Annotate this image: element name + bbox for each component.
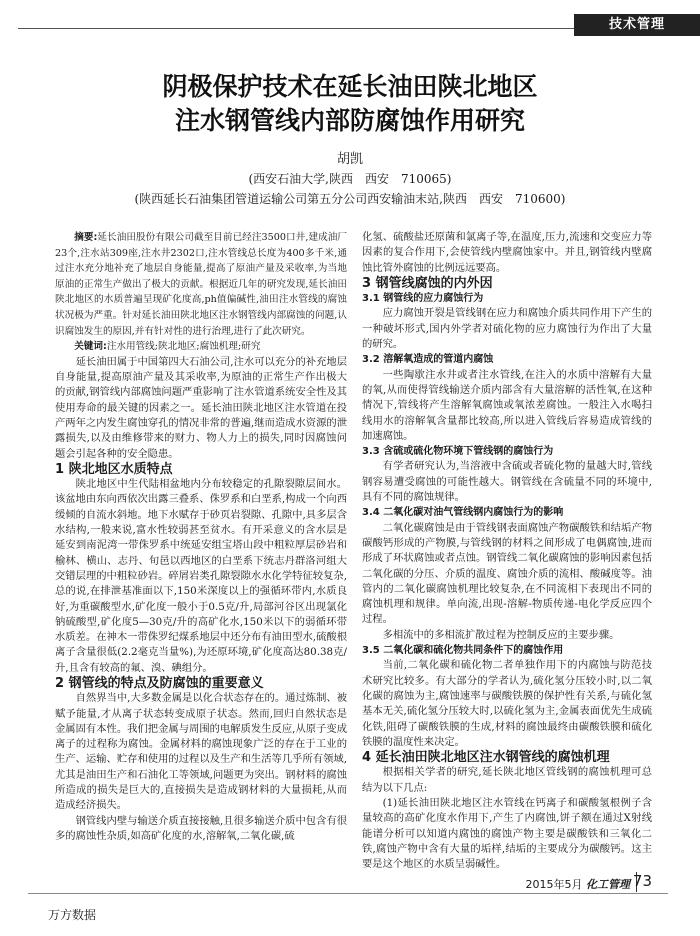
subsection-heading-3-5: 3.5 二氧化碳和硫化物共同条件下的腐蚀作用: [362, 645, 564, 657]
abstract-label: 摘要:: [74, 232, 98, 243]
left-column: [55, 230, 347, 844]
subsection-3-2-paragraph: 一些陶歇注水井或者注水管线,在注入的水质中溶解有大量的氧,从而使得管线输送介质内部含有大量溶解的活性氧,在这种情况下,管线将产生溶解氧腐蚀或氧浓差腐蚀。一般注入水喝扫线用水的溶解氧含量都比较高,所以进入管线后容易造成管线的加速腐蚀。: [362, 368, 652, 442]
section-heading-2: 2 钢管线的特点及防腐蚀的重要意义: [55, 675, 264, 691]
subsection-heading-3-1: 3.1 钢管线的应力腐蚀行为: [362, 293, 484, 305]
magazine-name: 化工管理: [586, 878, 630, 891]
subsection-3-4-paragraph-2: 多相流中的多相流扩散过程为控制反应的主要步骤。: [382, 628, 620, 641]
section-tag: 技术管理: [574, 14, 700, 36]
subsection-heading-3-2: 3.2 溶解氧造成的管道内腐蚀: [362, 354, 494, 366]
affiliation-2: (陕西延长石油集团管道运输公司第五分公司西安输油末站,陕西 西安 710600): [134, 192, 566, 206]
keywords-text: 注水用管线;陕北地区;腐蚀机理;研究: [106, 341, 261, 353]
abstract: [55, 230, 347, 339]
author-name: 胡凯: [336, 152, 363, 167]
article-title-line-2: 注水钢管线内部防腐蚀作用研究: [174, 106, 525, 135]
subsection-3-4-paragraph-1: 二氧化碳腐蚀是由于管线钢表面腐蚀产物碳酸铁和结垢产物碳酸钙形成的产物膜,与管线钢的材料之间形成了电偶腐蚀,进而形成了环状腐蚀或者点蚀。钢管线二氧化碳腐蚀的影响因素包括二氧化碳的分压、介质的温度、腐蚀介质的流相、酸碱度等。油管内的二氧化碳腐蚀机理比较复杂,在不同流相下表现出不同的腐蚀机理和规律。单向流,出现-溶解-物质传递-电化学反应四个过程。: [362, 521, 652, 626]
keywords-label: 关键词:: [74, 341, 107, 353]
source-watermark: 万方数据: [48, 908, 97, 922]
subsection-heading-3-3: 3.3 含硫或硫化物环境下管线钢的腐蚀行为: [362, 446, 554, 458]
section-4-paragraph-1: 根据相关学者的研究,延长陕北地区管线钢的腐蚀机理可总结为以下几点:: [362, 766, 652, 794]
continued-paragraph: 化氢、硫酸盐还原菌和氯离子等,在温度,压力,流速和交变应力等因素的复合作用下,会使管线内壁腐蚀家中。并且,钢管线内壁腐蚀比管外腐蚀的比例远远要高。: [362, 231, 652, 274]
section-1-paragraph: 陕北地区中生代陆相盆地内分布较稳定的孔隙裂隙层间水。该盆地由东向西依次出露三叠系、侏罗系和白垩系,构成一个向西缓倾的自流水斜地。地下水赋存于砂页岩裂隙、孔隙中,具多层含水结构,一般来说,富水性较弱甚至贫水。有开采意义的含水层是延安到南泥湾一带侏罗系中统延安组宝塔山段中粗粒厚层砂岩和榆林、横山、志丹、旬邑以西地区的白垩系下统志丹群洛河组大交错层理的中粗粒砂岩。碎屑岩类孔隙裂隙水水化学特征较复杂,总的说,在排泄基准面以下,150米深度以上的强循环带内,水质良好,为重碳酸型水,矿化度一般小于0.5克/升,局部河谷区出现氯化钠硫酸型,矿化度5—30克/升的高矿化水,150米以下的弱循环带水质差。在神木一带侏罗纪煤系地层中还分布有油田型水,硫酸根离子含量很低(2.2毫克当量%),为还原环境,矿化度高达80.38克/升,且含有较高的氟、溴、碘组分。: [55, 478, 347, 674]
keywords: [55, 339, 347, 355]
subsection-3-3-paragraph: 有学者研究认为,当溶液中含硫或者硫化物的量越大时,管线钢容易遭受腐蚀的可能性越大。钢管线在含硫量不同的环境中,具有不同的腐蚀规律。: [362, 460, 652, 504]
footer-rule: [28, 893, 668, 894]
section-2-paragraph-1: 自然界当中,大多数金属是以化合状态存在的。通过炼制、被赋予能量,才从离子状态转变成原子状态。然而,回归自然状态是金属固有本性。我们把金属与周围的电解质发生反应,从原子变成离子的过程称为腐蚀。金属材料的腐蚀现象广泛的存在于工业的生产、运输、贮存和使用的过程以及生产和生活等几乎所有领域,尤其是油田生产和石油化工等领域,问题更为突出。钢材料的腐蚀所造成的损失是巨大的,直接损失是造成钢材料的大量损耗,从而造成经济损失。: [55, 692, 347, 812]
intro-paragraph: 延长油田属于中国第四大石油公司,注水可以充分的补充地层自身能量,提高原油产量及其采收率,为原油的正常生产作出极大的贡献,钢管线内部腐蚀问题严重影响了注水管道系统安全性及其使用寿命的最关键的因素之一。延长油田陕北地区注水管道在投产两年之内发生腐蚀穿孔的情况非常的普遍,继而造成水资源的泄露损失,以及由维修带来的财力、物人力上的损失,同时因腐蚀问题会引起各种的安全隐患。: [55, 355, 347, 460]
abstract-text: 延长油田股份有限公司截至目前已经注3500口井,建成油厂23个,注水站309座,注水井2302口,注水管线总长度为400多千米,通过注水充分地补充了地层自身能量,提高了原油产量及采收率,为当地原油的正常生产做出了极大的贡献。根据近几年的研究发现,延长油田陕北地区的水质普遍呈现矿化度高,ph值偏碱性,油田注水管线的腐蚀状况极为严重。针对延长油田陕北地区注水钢管线内部腐蚀的问题,认识腐蚀发生的原因,并有针对性的进行治理,进行了此次研究。: [55, 232, 347, 337]
footer-date: 2015年5月: [525, 878, 583, 891]
article-title-line-1: 阴极保护技术在延长油田陕北地区: [162, 72, 538, 101]
section-heading-3: 3 钢管线腐蚀的内外因: [362, 275, 493, 291]
right-column: [362, 230, 652, 872]
affiliation-1: (西安石油大学,陕西 西安 710065): [248, 172, 452, 186]
section-heading-1: 1 陕北地区水质特点: [55, 461, 173, 477]
page-number: 73: [632, 872, 652, 890]
section-4-paragraph-2: (1)延长油田陕北地区注水管线在钙离子和碳酸氢根例子含量较高的高矿化度水作用下,产生了内腐蚀,饼子额在通过X射线能谱分析可以知道内腐蚀的腐蚀产物主要是碳酸铁和三氧化二铁,腐蚀产物中含有大量的垢样,结垢的主要成分为碳酸钙。这主要是这个地区的水质呈弱碱性。: [362, 796, 652, 871]
section-heading-4: 4 延长油田陕北地区注水钢管线的腐蚀机理: [362, 750, 610, 766]
subsection-heading-3-4: 3.4 二氧化碳对油气管线钢内腐蚀行为的影响: [362, 507, 564, 519]
subsection-3-1-paragraph: 应力腐蚀开裂是管线钢在应力和腐蚀介质共同作用下产生的一种破坏形式,国内外学者对硫化物的应力腐蚀行为作出了大量的研究。: [362, 307, 652, 351]
subsection-3-5-paragraph: 当前,二氧化碳和硫化物二者单独作用下的内腐蚀与防范技术研究比较多。有大部分的学者认为,硫化氢分压较小时,以二氧化碳的腐蚀为主,腐蚀速率与碳酸铁膜的保护性有关系,与硫化氢基本无关,硫化氢分压较大时,以硫化氢为主,金属表面优先生成硫化铁,阻碍了碳酸铁膜的生成,材料的腐蚀最终由碳酸铁膜和硫化铁膜的温度性来决定。: [362, 659, 652, 748]
footer-issue: [526, 876, 631, 892]
section-2-paragraph-2: 钢管线内壁与输送介质直接接触,且很多输送介质中包含有很多的腐蚀性杂质,如高矿化度的水,溶解氧,二氧化碳,硫: [55, 814, 347, 842]
